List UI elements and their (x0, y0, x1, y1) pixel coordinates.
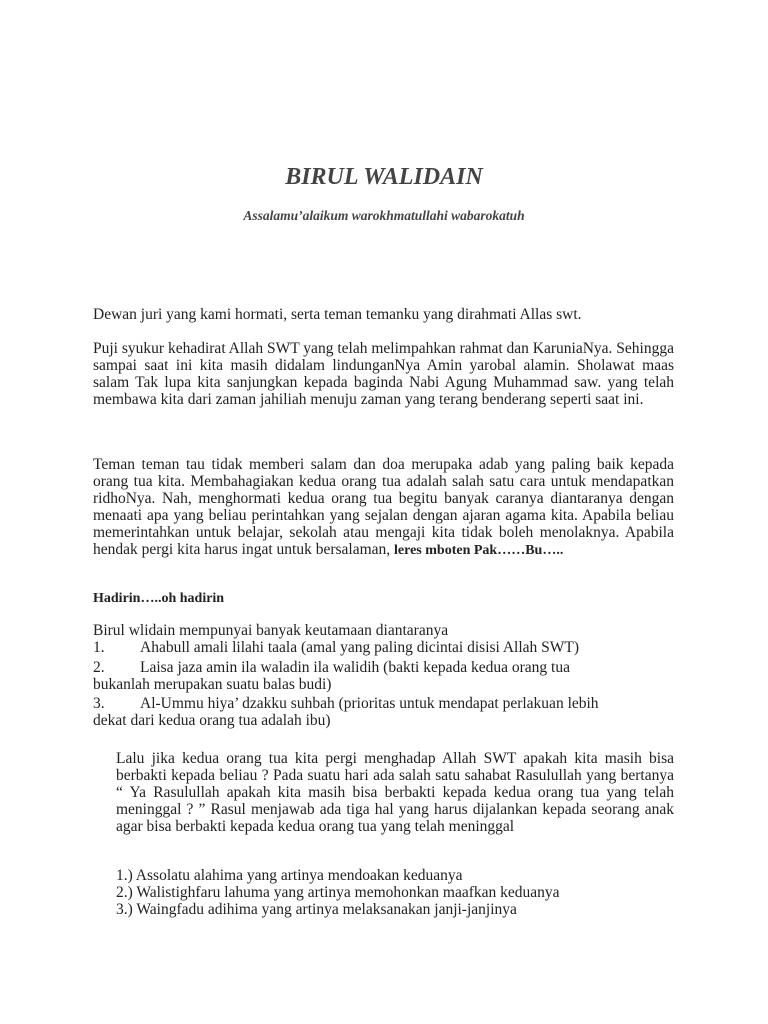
list-intro: Birul wlidain mempunyai banyak keutamaan diantaranya (93, 622, 449, 639)
address-line: Hadirin…..oh hadirin (93, 591, 225, 606)
list-number: 2. (93, 659, 105, 676)
list-text: Al-Ummu hiya’ dzakku suhbah (prioritas untuk mendapat perlakuan lebih (140, 695, 599, 712)
list-item (93, 659, 674, 676)
list-number: 1. (93, 639, 105, 656)
list-item: 2.) Walistighfaru lahuma yang artinya memohonkan maafkan keduanya (116, 884, 560, 901)
list-item: 1.) Assolatu alahima yang artinya mendoakan keduanya (116, 867, 463, 884)
list-item (93, 695, 674, 712)
list-text-continued: dekat dari kedua orang tua adalah ibu) (93, 712, 331, 729)
paragraph-praise: Puji syukur kehadirat Allah SWT yang telah melimpahkan rahmat dan KaruniaNya. Sehingga sampai saat ini kita masih didalam lindunganNya Amin yarobal alamin. Sholawat maas salam Tak lupa kita sanjungkan kepada baginda Nabi Agung Muhammad saw. yang telah membawa kita dari zaman jahiliah menuju zaman yang terang benderang seperti saat ini. (93, 340, 674, 408)
virtues-list (93, 622, 674, 729)
opening-line: Dewan juri yang kami hormati, serta teman temanku yang dirahmati Allas swt. (93, 306, 582, 323)
list-text: Laisa jaza amin ila waladin ila walidih (bakti kepada kedua orang tua (140, 659, 570, 676)
greeting-line: Assalamu’alaikum warokhmatullahi wabarokatuh (243, 208, 525, 223)
list-number: 3. (93, 695, 105, 712)
list-item (93, 639, 674, 656)
paragraph-deceased-parents: Lalu jika kedua orang tua kita pergi menghadap Allah SWT apakah kita masih bisa berbakti kepada beliau ? Pada suatu hari ada salah satu sahabat Rasulullah yang bertanya “ Ya Rasulullah apakah kita masih bisa berbakti kepada kedua orang tua yang telah meninggal ? ” Rasul menjawab ada tiga hal yang harus dijalankan kepada seorang anak agar bisa berbakti kepada kedua orang tua yang telah meninggal (116, 750, 674, 835)
paragraph-respect-text: Teman teman tau tidak memberi salam dan doa merupaka adab yang paling baik kepada orang tua kita. Membahagiakan kedua orang tua adalah salah satu cara untuk mendapatkan ridhoNya. Nah, menghormati kedua orang tua begitu banyak caranya diantaranya dengan menaati apa yang beliau perintahkan yang sejalan dengan ajaran agama kita. Apabila beliau memerintahkan untuk belajar, sekolah atau mengaji kita tidak boleh menolaknya. Apabila hendak pergi kita harus ingat untuk bersalaman, (93, 456, 674, 558)
three-things-list (116, 867, 674, 918)
list-text-continued: bukanlah merupakan suatu balas budi) (93, 676, 332, 693)
document-title: BIRUL WALIDAIN (285, 164, 483, 190)
paragraph-respect-tail: leres mboten Pak……Bu….. (394, 543, 564, 558)
list-item: 3.) Waingfadu adihima yang artinya melaksanakan janji-janjinya (116, 901, 517, 918)
list-text: Ahabull amali lilahi taala (amal yang paling dicintai disisi Allah SWT) (140, 639, 580, 656)
paragraph-respect (93, 456, 674, 559)
